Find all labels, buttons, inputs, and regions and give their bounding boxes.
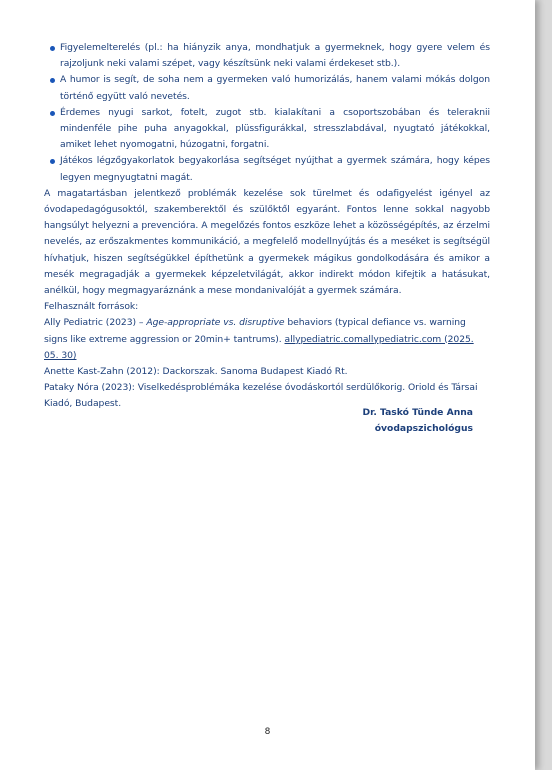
list-item bbox=[44, 105, 490, 154]
source-entry bbox=[44, 315, 490, 364]
bullet-icon bbox=[50, 159, 55, 164]
source-middle: behaviors (typical defiance vs. warning signs like extreme aggression or 20min+ tantrums). bbox=[44, 317, 466, 345]
sources-heading: Felhasznált források: bbox=[44, 301, 139, 313]
bullet-icon bbox=[50, 111, 55, 116]
source-prefix: Ally Pediatric (2023) – bbox=[44, 317, 147, 329]
list-item-text: Érdemes nyugi sarkot, fotelt, zugot stb. kialakítani a csoportszobában és teleraknii mindenféle pihe puha anyagokkal, plüssfigurákkal, stresszlabdával, nyugtató játékokkal, amiket lehet nyomogatni, húzogatni, forgatni. bbox=[60, 106, 490, 151]
author-title: óvodapszichológus bbox=[374, 423, 473, 435]
list-item bbox=[44, 153, 490, 185]
source-link[interactable]: allypediatric.comallypediatric.com (2025. 05. 30) bbox=[44, 333, 474, 361]
bullet-icon bbox=[50, 46, 55, 51]
author-name: Dr. Taskó Tünde Anna bbox=[362, 407, 473, 418]
list-item-text: Figyelemelterelés (pl.: ha hiányzik anya, mondhatjuk a gyermeknek, hogy gyere velem és rajzoljunk neki valami szépet, vagy készítsünk neki valami érdekeset stb.). bbox=[60, 42, 490, 70]
source-italic: Age-appropriate vs. disruptive bbox=[146, 317, 285, 329]
page-content bbox=[44, 40, 490, 413]
source-entry: Pataky Nóra (2023): Viselkedésproblémáka kezelése óvodáskortól serdülőkorig. Oriold és Társai Kiadó, Budapest. bbox=[44, 382, 478, 410]
list-item bbox=[44, 72, 490, 104]
body-paragraph: A magatartásban jelentkező problémák kezelése sok türelmet és odafigyelést igényel az óvodapedagógusoktól, szakemberektől és szülőktől egyaránt. Fontos lenne sokkal nagyobb hangsúlyt helyezni a prevencióra. A megelőzés fontos eszköze lehet a közösségépítés, az érzelmi nevelés, az erőszakmentes kommunikáció, a megfelelő modellnyújtás és a meséket is segítségül hívhatjuk, hiszen segítségükkel építhetünk a gyermekek mágikus gondolkodására és amikor a mesék megragadják a gyermekek képzeletvilágát, akkor indirekt módon kifejtik a hatásukat, anélkül, hogy megmagyaráznánk a mese mondanivalóját a gyermek számára. bbox=[44, 187, 490, 297]
page-number: 8 bbox=[264, 727, 271, 737]
signature-block bbox=[362, 405, 473, 437]
bullet-icon bbox=[50, 78, 55, 83]
source-entry: Anette Kast-Zahn (2012): Dackorszak. Sanoma Budapest Kiadó Rt. bbox=[44, 366, 348, 378]
list-item bbox=[44, 40, 490, 72]
list-item-text: A humor is segít, de soha nem a gyermeken való humorizálás, hanem valami mókás dolgon történő együtt való nevetés. bbox=[60, 74, 490, 102]
tips-list bbox=[44, 40, 490, 186]
list-item-text: Játékos légzőgyakorlatok begyakorlása segítséget nyújthat a gyermek számára, hogy képes legyen megnyugtatni magát. bbox=[60, 155, 490, 183]
